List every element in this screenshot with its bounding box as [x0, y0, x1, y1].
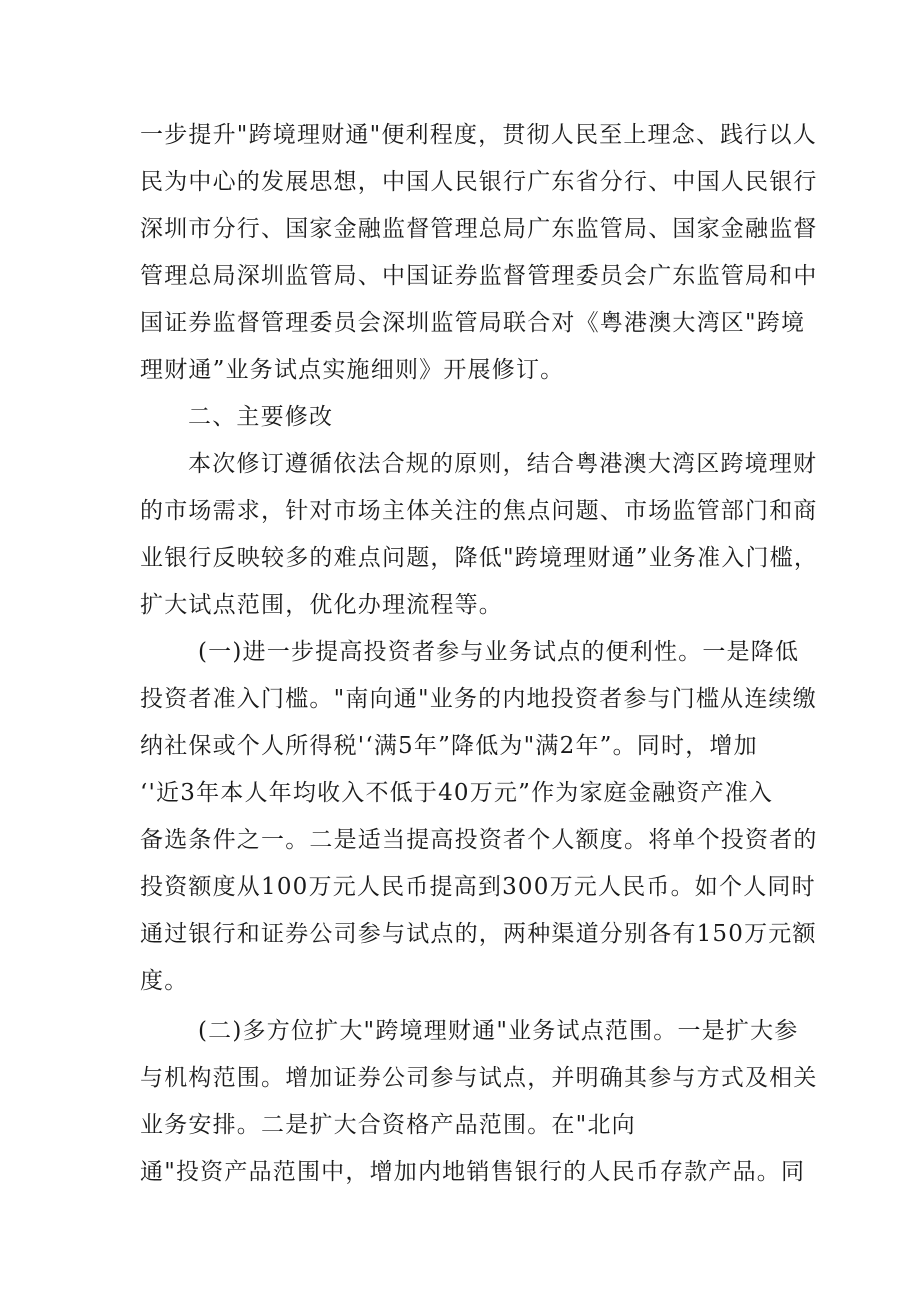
body-line: 投资者准入门槛。"南向通"业务的内地投资者参与门槛从连续缴 — [140, 686, 817, 712]
body-line: 投资额度从100万元人民币提高到300万元人民币。如个人同时 — [140, 874, 816, 900]
subsection-line: (一)进一步提高投资者参与业务试点的便利性。一是降低 — [198, 639, 800, 665]
body-line: 业银行反映较多的难点问题，降低"跨境理财通”业务准入门槛， — [140, 545, 819, 571]
subsection-line: (二)多方位扩大"跨境理财通"业务试点范围。一是扩大参 — [198, 1018, 799, 1044]
body-line: 本次修订遵循依法合规的原则，结合粤港澳大湾区跨境理财 — [188, 451, 818, 477]
body-line: 纳社保或个人所得税'‘满5年”降低为"满2年”。同时，增加 — [140, 733, 758, 759]
body-line: 管理总局深圳监管局、中国证券监督管理委员会广东监管局和中 — [140, 263, 818, 289]
body-line: 与机构范围。增加证券公司参与试点，并明确其参与方式及相关 — [140, 1065, 818, 1091]
body-line: 的市场需求，针对市场主体关注的焦点问题、市场监管部门和商 — [140, 498, 818, 524]
body-line: 理财通”业务试点实施细则》开展修订。 — [140, 357, 565, 383]
body-line: ‘'近3年本人年均收入不低于40万元”作为家庭金融资产准入 — [140, 780, 774, 806]
body-line: 备选条件之一。二是适当提高投资者个人额度。将单个投资者的 — [140, 827, 818, 853]
body-line: 深圳市分行、国家金融监督管理总局广东监管局、国家金融监督 — [140, 216, 818, 242]
body-line: 业务安排。二是扩大合资格产品范围。在"北向 — [140, 1112, 636, 1138]
body-line: 通"投资产品范围中，增加内地销售银行的人民币存款产品。同 — [140, 1159, 806, 1185]
body-line: 国证券监督管理委员会深圳监管局联合对《粤港澳大湾区"跨境 — [140, 310, 806, 336]
section-heading: 二、主要修改 — [188, 404, 334, 430]
body-line: 通过银行和证券公司参与试点的，两种渠道分别各有150万元额 — [140, 921, 817, 947]
body-line: 一步提升"跨境理财通"便利程度，贯彻人民至上理念、践行以人 — [140, 122, 817, 148]
body-line: 民为中心的发展思想，中国人民银行广东省分行、中国人民银行 — [140, 169, 818, 195]
body-line: 扩大试点范围，优化办理流程等。 — [140, 592, 503, 618]
body-line: 度。 — [140, 968, 189, 994]
